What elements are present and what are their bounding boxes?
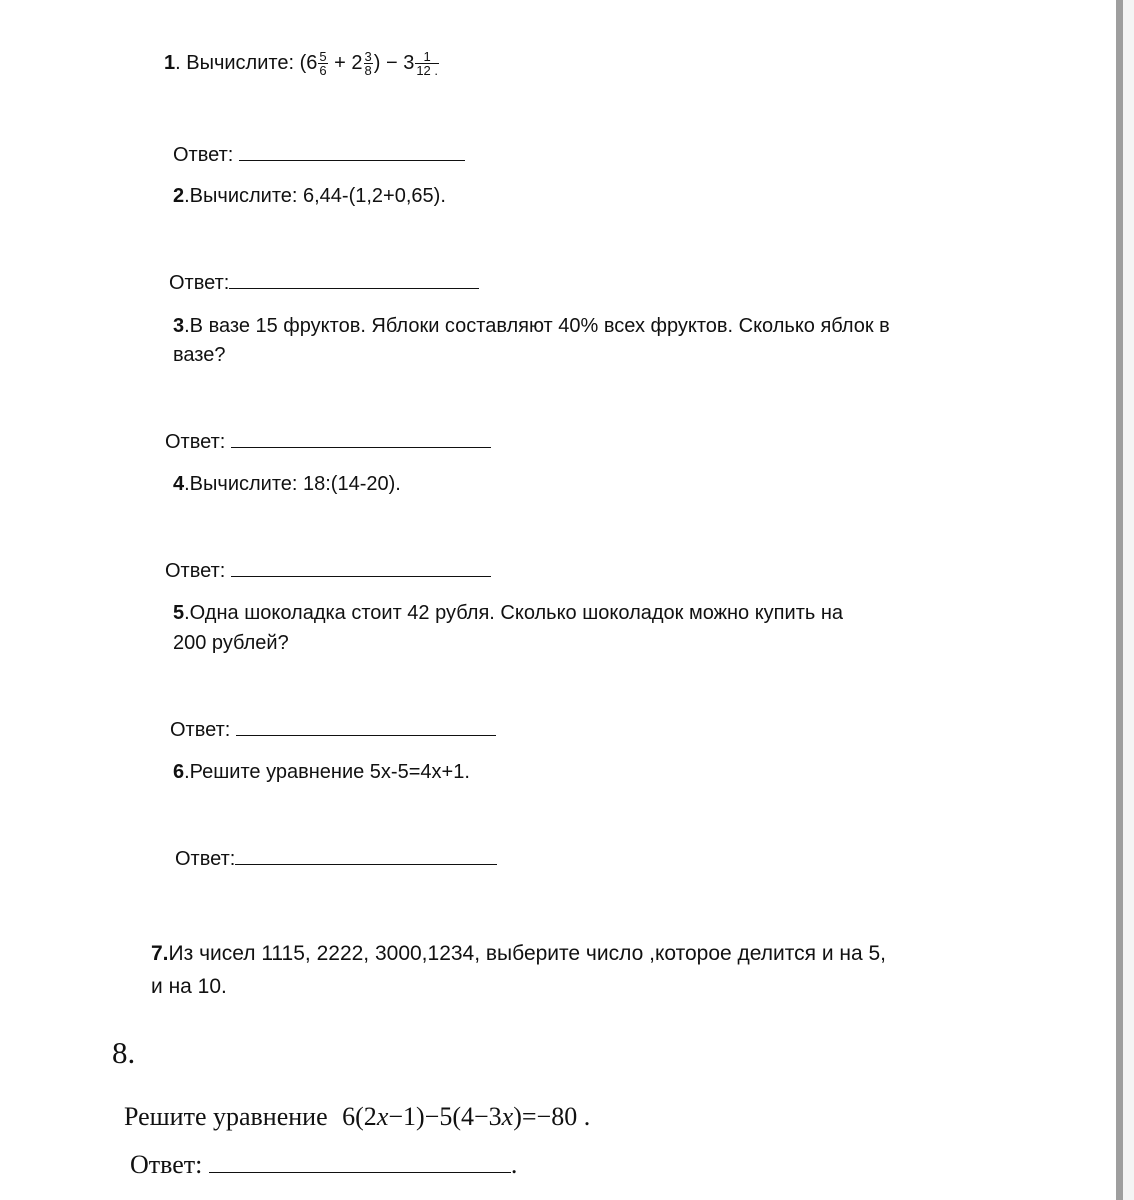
answer-blank[interactable] bbox=[235, 846, 497, 865]
answer-blank[interactable] bbox=[239, 142, 465, 161]
fraction bbox=[318, 50, 327, 77]
answer-3 bbox=[165, 429, 491, 454]
eq-part: )=−80 . bbox=[513, 1102, 591, 1131]
answer-label: Ответ: bbox=[173, 144, 234, 166]
numerator: 1 bbox=[415, 50, 439, 64]
question-text: . Вычислите: bbox=[175, 51, 300, 74]
page-margin bbox=[1123, 0, 1134, 1200]
answer-blank[interactable] bbox=[209, 1150, 511, 1173]
answer-8 bbox=[130, 1150, 517, 1180]
eq-part: −1)−5(4−3 bbox=[388, 1102, 502, 1131]
question-text: .В вазе 15 фруктов. Яблоки составляют 40% всех фруктов. Сколько яблок в bbox=[184, 315, 890, 337]
question-8-number: 8. bbox=[112, 1035, 136, 1070]
question-number: 4 bbox=[173, 473, 185, 495]
question-text: вазе? bbox=[173, 344, 226, 366]
question-text: Решите уравнение bbox=[124, 1102, 328, 1131]
answer-1 bbox=[173, 142, 465, 167]
eq-part: 6(2 bbox=[342, 1102, 377, 1131]
page-edge bbox=[1116, 0, 1123, 1200]
question-text: 200 рублей? bbox=[173, 632, 289, 654]
answer-label: Ответ: bbox=[170, 719, 231, 741]
question-3-continued bbox=[173, 343, 226, 367]
question-number: 5 bbox=[173, 602, 185, 624]
answer-blank[interactable] bbox=[229, 270, 479, 289]
expr-part: (6 bbox=[299, 51, 318, 74]
denominator: 12 . bbox=[416, 63, 439, 78]
answer-6 bbox=[175, 846, 497, 871]
question-text: Из чисел 1115, 2222, 3000,1234, выберите число ,которое делится и на 5, bbox=[168, 942, 887, 965]
question-number: 2 bbox=[173, 185, 185, 207]
answer-5 bbox=[170, 717, 496, 742]
expr-part: + 2 bbox=[328, 51, 363, 74]
answer-2 bbox=[169, 270, 479, 295]
question-7 bbox=[151, 942, 886, 966]
question-text: .Вычислите: 6,44-(1,2+0,65). bbox=[184, 185, 446, 207]
answer-blank[interactable] bbox=[236, 717, 496, 736]
question-5-continued bbox=[173, 631, 289, 655]
question-number: 3 bbox=[173, 315, 185, 337]
question-5 bbox=[173, 601, 843, 625]
fraction bbox=[415, 50, 439, 77]
answer-label: Ответ: bbox=[169, 272, 230, 294]
question-number: 1 bbox=[164, 51, 176, 74]
equation bbox=[342, 1102, 590, 1131]
answer-end: . bbox=[510, 1150, 518, 1179]
question-number: 6 bbox=[173, 761, 185, 783]
question-6 bbox=[173, 760, 470, 784]
answer-label: Ответ: bbox=[130, 1150, 203, 1179]
question-7-continued bbox=[151, 975, 227, 999]
answer-blank[interactable] bbox=[231, 558, 491, 577]
question-text: .Одна шоколадка стоит 42 рубля. Сколько шоколадок можно купить на bbox=[184, 602, 843, 624]
answer-label: Ответ: bbox=[175, 848, 236, 870]
answer-label: Ответ: bbox=[165, 560, 226, 582]
denominator: 8 bbox=[364, 63, 372, 78]
answer-label: Ответ: bbox=[165, 431, 226, 453]
question-1 bbox=[164, 50, 440, 77]
fraction bbox=[364, 50, 373, 77]
denominator: 6 bbox=[319, 63, 327, 78]
numerator: 3 bbox=[364, 49, 372, 64]
question-number: 7. bbox=[151, 942, 169, 965]
expr-part: ) − 3 bbox=[373, 51, 415, 74]
math-expression bbox=[299, 49, 440, 78]
numerator: 5 bbox=[319, 49, 327, 64]
question-8 bbox=[124, 1102, 590, 1132]
answer-4 bbox=[165, 558, 491, 583]
eq-variable: x bbox=[501, 1102, 514, 1131]
question-text: .Решите уравнение 5x-5=4x+1. bbox=[184, 761, 470, 783]
question-text: .Вычислите: 18:(14-20). bbox=[184, 473, 401, 495]
question-text: и на 10. bbox=[151, 975, 227, 998]
question-2 bbox=[173, 184, 446, 208]
answer-blank[interactable] bbox=[231, 429, 491, 448]
question-4 bbox=[173, 472, 401, 496]
eq-variable: x bbox=[376, 1102, 389, 1131]
question-3 bbox=[173, 314, 890, 338]
